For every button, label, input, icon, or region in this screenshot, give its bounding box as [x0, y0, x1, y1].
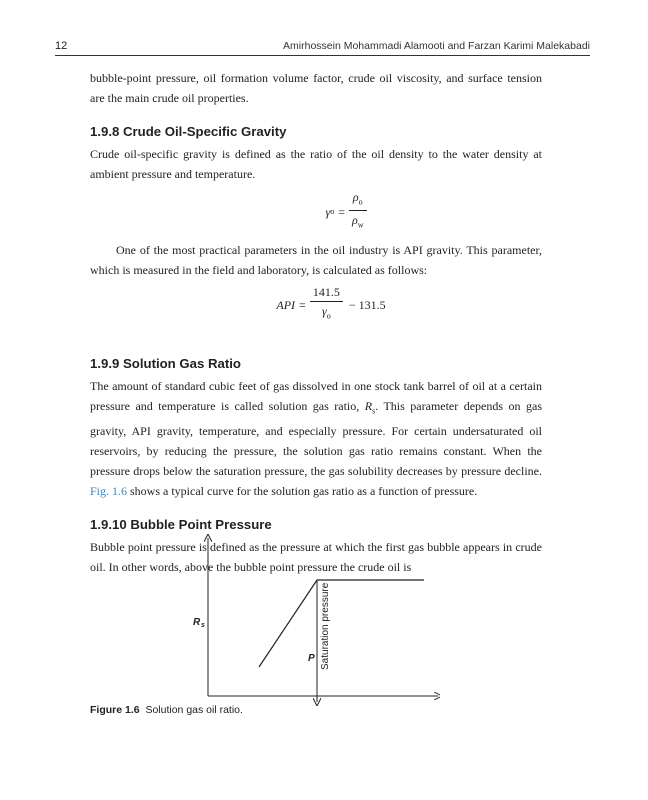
- eq-den-rho: ρ: [351, 213, 358, 228]
- rs-symbol: R: [364, 399, 373, 413]
- figure-caption: [90, 704, 243, 716]
- paragraph-specific-gravity-definition: Crude oil-specific gravity is defined as the ratio of the oil density to the water density at ambient pressure and temperature.: [90, 147, 542, 181]
- sgr-text-1: The amount of standard cubic feet of gas dissolved in one stock tank barrel of oil at a certain pressure and temperature is called solution gas ratio,: [90, 379, 542, 413]
- rs-curve: [259, 580, 424, 667]
- equation-specific-gravity: [90, 189, 542, 235]
- y-axis-label: R: [193, 617, 201, 628]
- x-axis-label: P: [308, 653, 315, 664]
- sgr-text-2: . This parameter depends on gas gravity, API gravity, temperature, and especially pressure. For certain undersaturated oil reservoirs, by reducing the pressure, the solution gas ratio remains constant. When the pressure drops below the saturation pressure, the gas solubility decreases by pressure decline.: [90, 399, 543, 479]
- api-eq-tail: − 131.5: [348, 297, 386, 312]
- api-eq-fraction: [310, 284, 343, 325]
- figure-reference-link[interactable]: Fig. 1.6: [90, 484, 128, 499]
- equation-api-gravity: [90, 284, 542, 328]
- api-eq-lhs: API: [276, 297, 296, 312]
- caption-text: Solution gas oil ratio.: [145, 704, 243, 716]
- sgr-text-3: shows a typical curve for the solution gas ratio as a function of pressure.: [127, 484, 478, 499]
- paragraph-api-gravity: One of the most practical parameters in the oil industry is API gravity. This parameter, which is measured in the field and laboratory, is calculated as follows:: [90, 243, 542, 277]
- eq-num-sub: o: [358, 197, 363, 207]
- running-header-authors: Amirhossein Mohammadi Alamooti and Farzan Karimi Malekabadi: [283, 40, 590, 52]
- eq-num-rho: ρ: [352, 190, 359, 204]
- eq-fraction: [349, 189, 367, 235]
- caption-label: Figure 1.6: [90, 704, 140, 716]
- intro-paragraph: bubble-point pressure, oil formation volume factor, crude oil viscosity, and surface tension are the main crude oil properties.: [90, 71, 542, 105]
- api-eq-den-gamma: γ: [321, 304, 327, 318]
- figure-solution-gas-oil-ratio: [180, 530, 440, 710]
- saturation-pressure-label: Saturation pressure: [320, 582, 331, 670]
- eq-equals: =: [338, 204, 345, 219]
- paragraph-solution-gas-ratio: [90, 376, 542, 501]
- section-heading-1-9-9: 1.9.9 Solution Gas Ratio: [90, 356, 241, 371]
- paragraph-bubble-point: Bubble point pressure is defined as the pressure at which the first gas bubble appears in crude oil. In other words, above the bubble point pressure the crude oil is: [90, 540, 542, 575]
- api-eq-numerator: 141.5: [312, 285, 340, 299]
- eq-den-sub: w: [357, 220, 364, 230]
- section-heading-1-9-10: 1.9.10 Bubble Point Pressure: [90, 517, 272, 533]
- page-number: 12: [55, 40, 68, 52]
- api-eq-den-sub: o: [326, 311, 331, 321]
- api-eq-equals: =: [299, 297, 306, 312]
- header-rule: [55, 55, 590, 56]
- page-body: [90, 68, 542, 577]
- section-heading-1-9-8: 1.9.8 Crude Oil-Specific Gravity: [90, 124, 287, 139]
- y-axis-label-sub: s: [201, 622, 205, 629]
- rs-subscript: s: [372, 406, 376, 416]
- eq-lhs-sub: o: [330, 206, 335, 216]
- eq-lhs-gamma: γ: [325, 204, 331, 219]
